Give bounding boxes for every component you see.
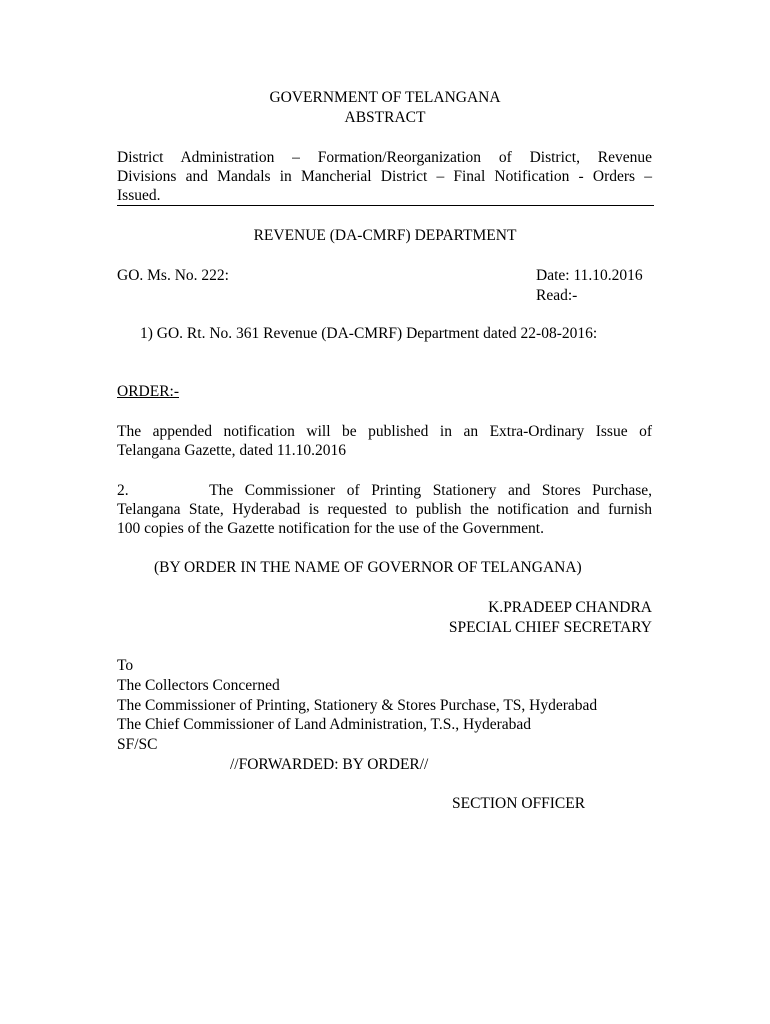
recipient-4: SF/SC (117, 736, 158, 753)
subject-line-1: District Administration – Formation/Reorganization of District, Revenue (117, 149, 652, 166)
recipient-2: The Commissioner of Printing, Stationery & Stores Purchase, TS, Hyderabad (117, 697, 598, 714)
section-officer: SECTION OFFICER (452, 795, 586, 812)
reference-1: 1) GO. Rt. No. 361 Revenue (DA-CMRF) Department dated 22-08-2016: (140, 325, 598, 342)
header-government: GOVERNMENT OF TELANGANA (269, 89, 501, 106)
department-heading: REVENUE (DA-CMRF) DEPARTMENT (253, 227, 517, 244)
go-number: GO. Ms. No. 222: (117, 267, 229, 284)
by-order-line: (BY ORDER IN THE NAME OF GOVERNOR OF TELANGANA) (154, 559, 582, 576)
header-abstract: ABSTRACT (344, 109, 426, 126)
go-date: Date: 11.10.2016 (536, 267, 643, 284)
para1-line-1: The appended notification will be published in an Extra-Ordinary Issue of (117, 423, 652, 440)
order-heading: ORDER:- (117, 383, 179, 400)
forwarded-line: //FORWARDED: BY ORDER// (230, 756, 429, 773)
para2-line-1: 2. The Commissioner of Printing Stationery and Stores Purchase, (117, 482, 652, 499)
subject-line-2: Divisions and Mandals in Mancherial District – Final Notification - Orders – (117, 168, 652, 185)
para2-line-2: Telangana State, Hyderabad is requested to publish the notification and furnish (117, 501, 652, 518)
recipient-3: The Chief Commissioner of Land Administration, T.S., Hyderabad (117, 716, 531, 733)
read-label: Read:- (536, 287, 578, 304)
signatory-name: K.PRADEEP CHANDRA (488, 599, 652, 616)
signatory-title: SPECIAL CHIEF SECRETARY (448, 619, 652, 636)
subject-divider (117, 205, 654, 206)
recipient-1: The Collectors Concerned (117, 677, 280, 694)
subject-line-3: Issued. (117, 187, 161, 204)
para2-line-3: 100 copies of the Gazette notification for the use of the Government. (117, 520, 544, 537)
recipients-to: To (117, 657, 134, 674)
para1-line-2: Telangana Gazette, dated 11.10.2016 (117, 442, 347, 459)
